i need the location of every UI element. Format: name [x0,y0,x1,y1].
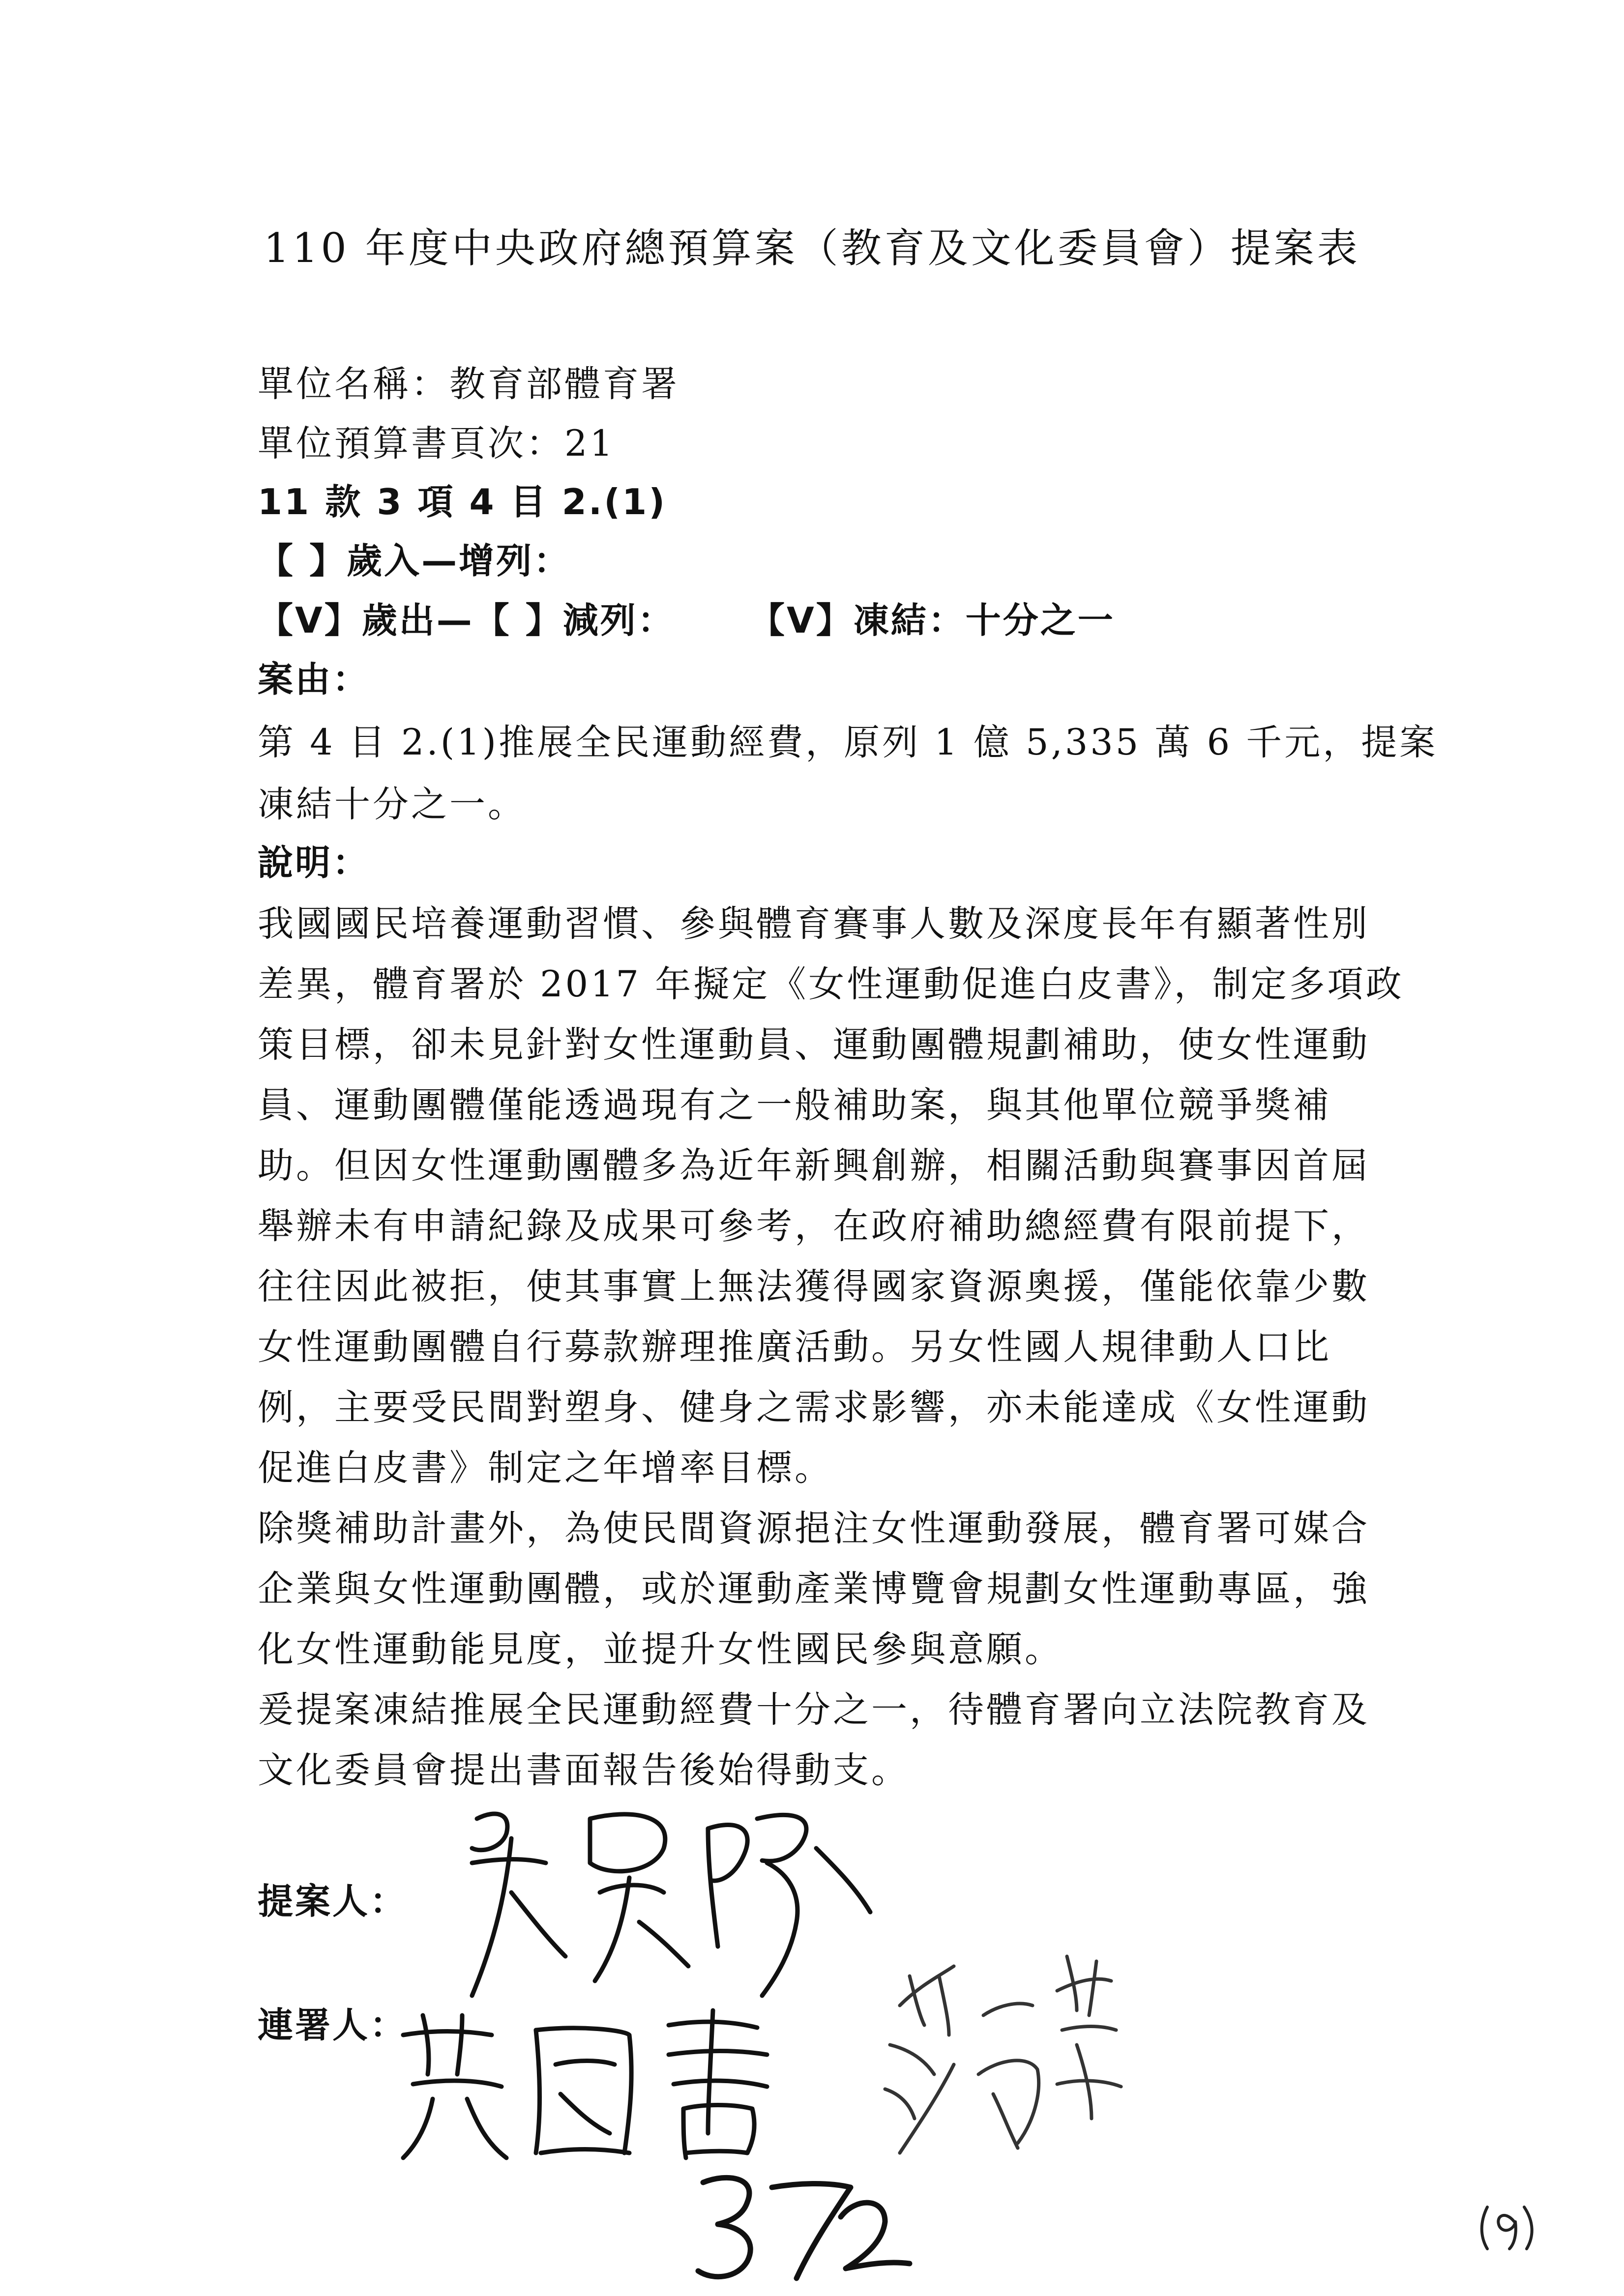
freeze-line: 【V】凍結：十分之一 [749,600,1115,641]
expense-reduction-line: 【V】歲出—【 】減列： [258,600,675,641]
explanation-line: 除獎補助計畫外，為使民間資源挹注女性運動發展，體育署可媒合 [258,1508,1370,1549]
reason-line: 第 4 目 2.(1)推展全民運動經費，原列 1 億 5,335 萬 6 千元，提案 [258,722,1438,763]
budget-page-number: 單位預算書頁次：21 [258,423,615,465]
explanation-line: 我國國民培養運動習慣、參與體育賽事人數及深度長年有顯著性別 [258,903,1370,945]
explanation-line: 女性運動團體自行募款辦理推廣活動。另女性國人規律動人口比 [258,1326,1331,1368]
explanation-line: 促進白皮書》制定之年增率目標。 [258,1447,833,1489]
explanation-line: 舉辦未有申請紀錄及成果可參考，在政府補助總經費有限前提下， [258,1205,1370,1247]
proposer-signature [443,1789,885,2015]
unit-name: 單位名稱：教育部體育署 [258,363,679,405]
explanation-line: 員、運動團體僅能透過現有之一般補助案，與其他單位競爭獎補 [258,1084,1331,1126]
explanation-line: 爰提案凍結推展全民運動經費十分之一，待體育署向立法院教育及 [258,1689,1370,1731]
revenue-line: 【 】歲入—增列： [258,540,571,581]
explanation-line: 文化委員會提出書面報告後始得動支。 [258,1749,910,1791]
explanation-line: 差異，體育署於 2017 年擬定《女性運動促進白皮書》，制定多項政 [258,963,1404,1005]
explanation-line: 企業與女性運動團體，或於運動產業博覽會規劃女性運動專區，強 [258,1568,1370,1610]
explanation-line: 助。但因女性運動團體多為近年新興創辦，相關活動與賽事因首屆 [258,1145,1370,1187]
explanation-line: 例，主要受民間對塑身、健身之需求影響，亦未能達成《女性運動 [258,1387,1370,1428]
cosigner-signature [393,2005,811,2168]
item-code: 11 款 3 項 4 目 2.(1) [258,481,667,523]
corner-page-mark [1475,2200,1539,2254]
handwritten-number [688,2163,915,2286]
explanation-line: 策目標，卻未見針對女性運動員、運動團體規劃補助，使女性運動 [258,1024,1370,1066]
cosigner-signature [870,1947,1131,2163]
reason-heading: 案由： [258,659,370,700]
reason-line: 凍結十分之一。 [258,784,526,825]
cosigner-label: 連署人： [258,2005,408,2046]
explanation-line: 往往因此被拒，使其事實上無法獲得國家資源奧援，僅能依靠少數 [258,1266,1370,1308]
proposer-label: 提案人： [258,1881,408,1922]
explanation-line: 化女性運動能見度，並提升女性國民參與意願。 [258,1628,1063,1670]
explanation-heading: 說明： [258,842,370,883]
page-title: 110 年度中央政府總預算案（教育及文化委員會）提案表 [264,225,1360,272]
